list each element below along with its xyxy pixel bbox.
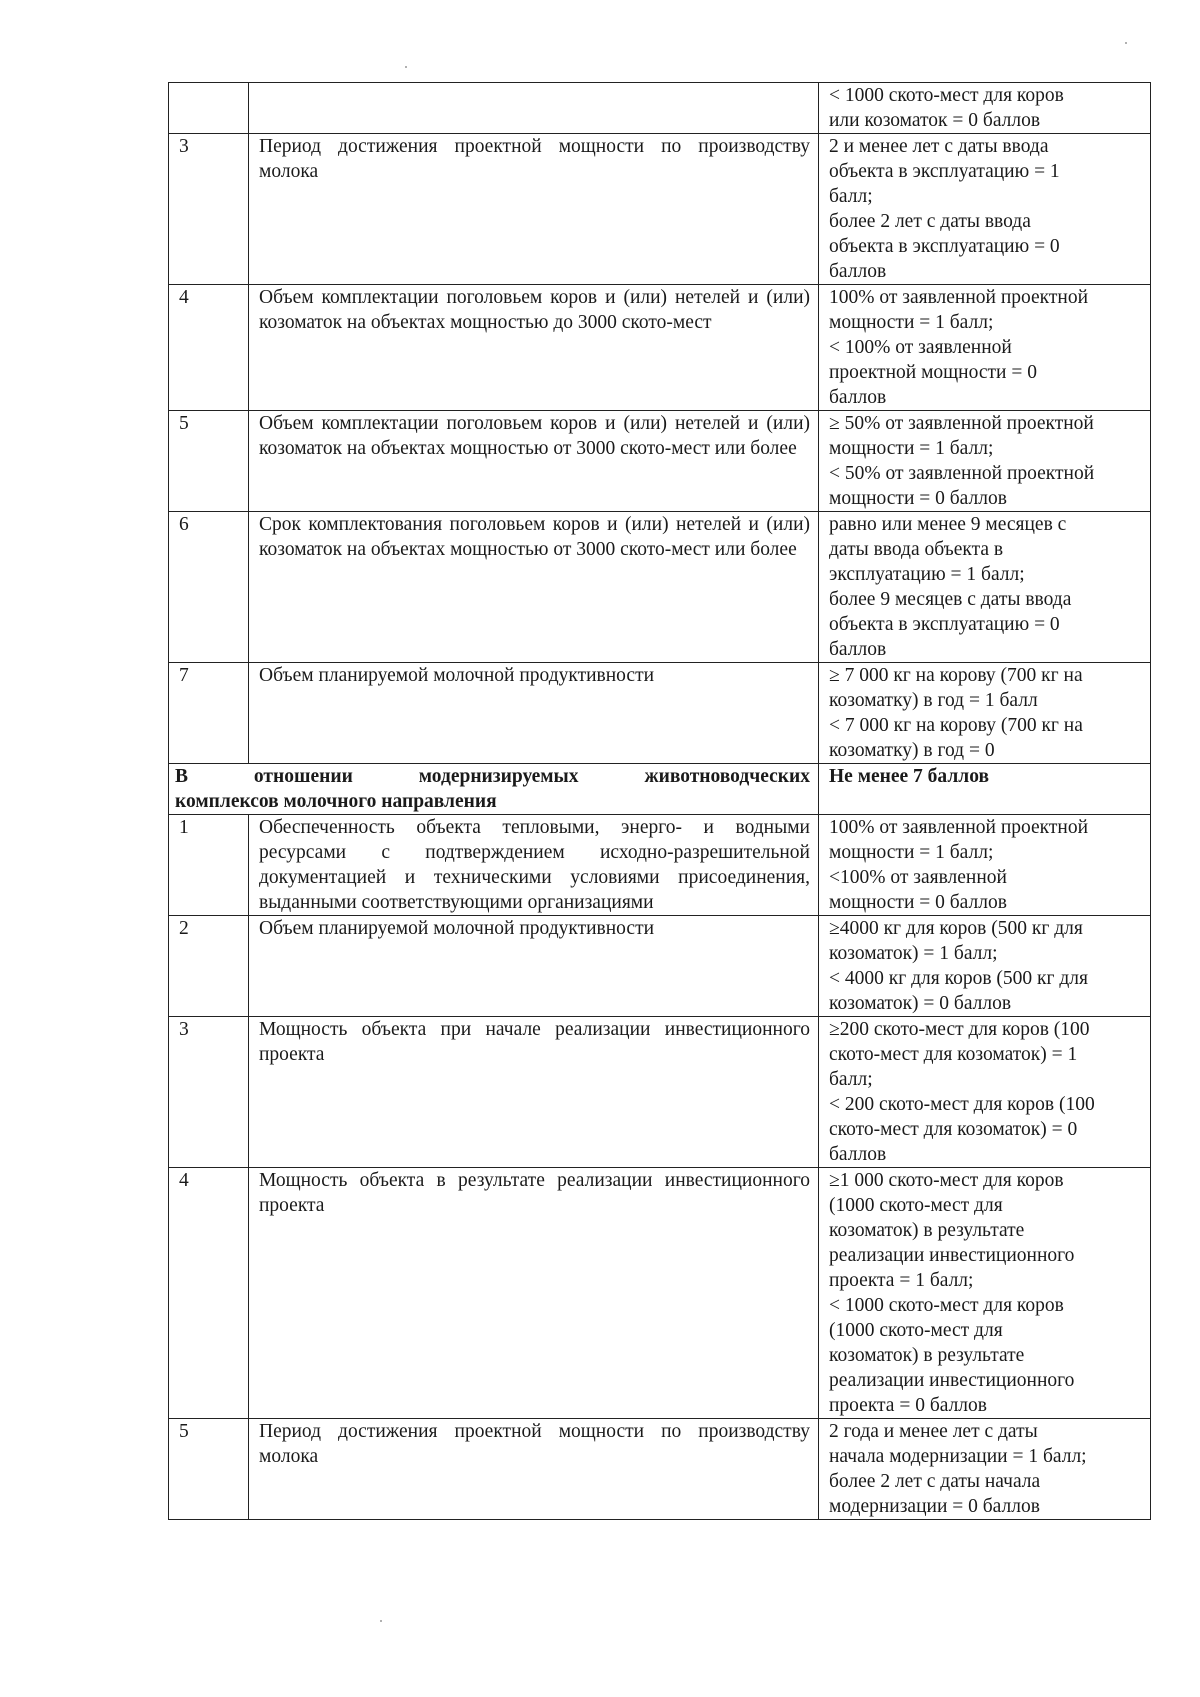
table-row: [169, 285, 1151, 411]
criteria-table: [168, 82, 1151, 1520]
score-line: ското-мест для козоматок) = 0: [829, 1119, 1078, 1140]
score-line: 100% от заявленной проектной: [829, 287, 1089, 308]
table-row: [169, 83, 1151, 134]
criterion-text: Мощность объекта при начале реализации инвестиционного проекта: [249, 1017, 819, 1168]
score-line: даты ввода объекта в: [829, 539, 1004, 560]
table-row: [169, 134, 1151, 285]
score-line: более 9 месяцев с даты ввода: [829, 589, 1072, 610]
score-cell: [819, 134, 1151, 285]
score-line: < 4000 кг для коров (500 кг для: [829, 968, 1088, 989]
score-line: ≥ 50% от заявленной проектной: [829, 413, 1094, 434]
score-line: ското-мест для козоматок) = 1: [829, 1044, 1078, 1065]
criterion-text: [249, 83, 819, 134]
table-row: [169, 1168, 1151, 1419]
score-line: мощности = 1 балл;: [829, 842, 994, 863]
row-number: 3: [169, 134, 249, 285]
score-line: баллов: [829, 387, 887, 408]
row-number: 6: [169, 512, 249, 663]
criterion-text: Период достижения проектной мощности по производству молока: [249, 134, 819, 285]
score-line: реализации инвестиционного: [829, 1370, 1075, 1391]
criterion-text: Объем планируемой молочной продуктивности: [249, 916, 819, 1017]
row-number: 7: [169, 663, 249, 764]
score-line: ≥4000 кг для коров (500 кг для: [829, 918, 1083, 939]
table-row: [169, 1419, 1151, 1520]
section-threshold-cell: [819, 764, 1151, 815]
modernized-table-body: [169, 815, 1151, 1520]
score-line: балл;: [829, 186, 873, 207]
criterion-text: Объем планируемой молочной продуктивности: [249, 663, 819, 764]
score-cell: [819, 285, 1151, 411]
score-line: равно или менее 9 месяцев с: [829, 514, 1067, 535]
section-threshold: Не менее 7 баллов: [829, 766, 990, 787]
score-line: козоматок) в результате: [829, 1220, 1025, 1241]
table-row: [169, 512, 1151, 663]
score-line: <100% от заявленной: [829, 867, 1007, 888]
row-number: 1: [169, 815, 249, 916]
score-line: козоматку) в год = 1 балл: [829, 690, 1038, 711]
score-line: эксплуатацию = 1 балл;: [829, 564, 1025, 585]
score-line: 2 и менее лет с даты ввода: [829, 136, 1049, 157]
criterion-text: Объем комплектации поголовьем коров и (или) нетелей и (или) козоматок на объектах мощностью до 3000 ското-мест: [249, 285, 819, 411]
table-row: [169, 663, 1151, 764]
score-line: мощности = 1 балл;: [829, 312, 994, 333]
score-line: начала модернизации = 1 балл;: [829, 1446, 1087, 1467]
score-line: (1000 ското-мест для: [829, 1320, 1003, 1341]
score-line: более 2 лет с даты начала: [829, 1471, 1041, 1492]
score-line: балл;: [829, 1069, 873, 1090]
score-line: (1000 ското-мест для: [829, 1195, 1003, 1216]
score-line: модернизации = 0 баллов: [829, 1496, 1040, 1517]
score-cell: [819, 83, 1151, 134]
section-title-line2: комплексов молочного направления: [175, 791, 497, 812]
score-line: мощности = 1 балл;: [829, 438, 994, 459]
score-line: объекта в эксплуатацию = 1: [829, 161, 1060, 182]
row-number: 4: [169, 285, 249, 411]
score-line: козоматок) в результате: [829, 1345, 1025, 1366]
score-line: < 50% от заявленной проектной: [829, 463, 1095, 484]
criterion-text: Период достижения проектной мощности по производству молока: [249, 1419, 819, 1520]
score-line: баллов: [829, 1144, 887, 1165]
score-line: баллов: [829, 639, 887, 660]
score-line: < 1000 ското-мест для коров: [829, 1295, 1064, 1316]
row-number: 5: [169, 411, 249, 512]
criterion-text: Обеспеченность объекта тепловыми, энерго- и водными ресурсами с подтверждением исходно-разрешительной документацией и техническими условиями присоединения, выданными соответствующими организациями: [249, 815, 819, 916]
row-number: 5: [169, 1419, 249, 1520]
section-row: [169, 764, 1151, 815]
score-line: проектной мощности = 0: [829, 362, 1037, 383]
score-line: объекта в эксплуатацию = 0: [829, 614, 1060, 635]
score-line: < 100% от заявленной: [829, 337, 1012, 358]
score-line: козоматку) в год = 0: [829, 740, 995, 761]
score-cell: [819, 916, 1151, 1017]
score-line: более 2 лет с даты ввода: [829, 211, 1031, 232]
criterion-text: Объем комплектации поголовьем коров и (или) нетелей и (или) козоматок на объектах мощностью от 3000 ското-мест или более: [249, 411, 819, 512]
score-line: баллов: [829, 261, 887, 282]
scan-speck: [1125, 42, 1127, 44]
score-cell: [819, 815, 1151, 916]
section-title-line1: В отношении модернизируемых животноводческих: [175, 766, 810, 787]
table-row: [169, 815, 1151, 916]
table-row: [169, 411, 1151, 512]
section-header: [169, 764, 1151, 815]
scan-speck: [380, 1620, 382, 1622]
criterion-text: Срок комплектования поголовьем коров и (или) нетелей и (или) козоматок на объектах мощностью от 3000 ското-мест или более: [249, 512, 819, 663]
row-number: [169, 83, 249, 134]
score-line: мощности = 0 баллов: [829, 488, 1007, 509]
score-cell: [819, 1419, 1151, 1520]
score-line: 2 года и менее лет с даты: [829, 1421, 1038, 1442]
score-cell: [819, 663, 1151, 764]
criteria-table-body: [169, 83, 1151, 764]
score-line: 100% от заявленной проектной: [829, 817, 1089, 838]
score-line: козоматок) = 1 балл;: [829, 943, 998, 964]
score-line: ≥200 ското-мест для коров (100: [829, 1019, 1090, 1040]
score-cell: [819, 411, 1151, 512]
score-line: < 7 000 кг на корову (700 кг на: [829, 715, 1083, 736]
score-cell: [819, 512, 1151, 663]
score-line: ≥ 7 000 кг на корову (700 кг на: [829, 665, 1083, 686]
score-line: < 200 ското-мест для коров (100: [829, 1094, 1095, 1115]
score-line: реализации инвестиционного: [829, 1245, 1075, 1266]
criterion-text: Мощность объекта в результате реализации инвестиционного проекта: [249, 1168, 819, 1419]
score-line: ≥1 000 ското-мест для коров: [829, 1170, 1064, 1191]
table-row: [169, 916, 1151, 1017]
row-number: 2: [169, 916, 249, 1017]
score-line: объекта в эксплуатацию = 0: [829, 236, 1060, 257]
row-number: 4: [169, 1168, 249, 1419]
score-line: или козоматок = 0 баллов: [829, 110, 1041, 131]
score-line: козоматок) = 0 баллов: [829, 993, 1012, 1014]
score-cell: [819, 1017, 1151, 1168]
score-line: мощности = 0 баллов: [829, 892, 1007, 913]
scan-speck: [405, 66, 407, 68]
score-line: проекта = 1 балл;: [829, 1270, 974, 1291]
row-number: 3: [169, 1017, 249, 1168]
score-line: < 1000 ското-мест для коров: [829, 85, 1064, 106]
table-row: [169, 1017, 1151, 1168]
score-cell: [819, 1168, 1151, 1419]
section-title-cell: [169, 764, 819, 815]
score-line: проекта = 0 баллов: [829, 1395, 987, 1416]
